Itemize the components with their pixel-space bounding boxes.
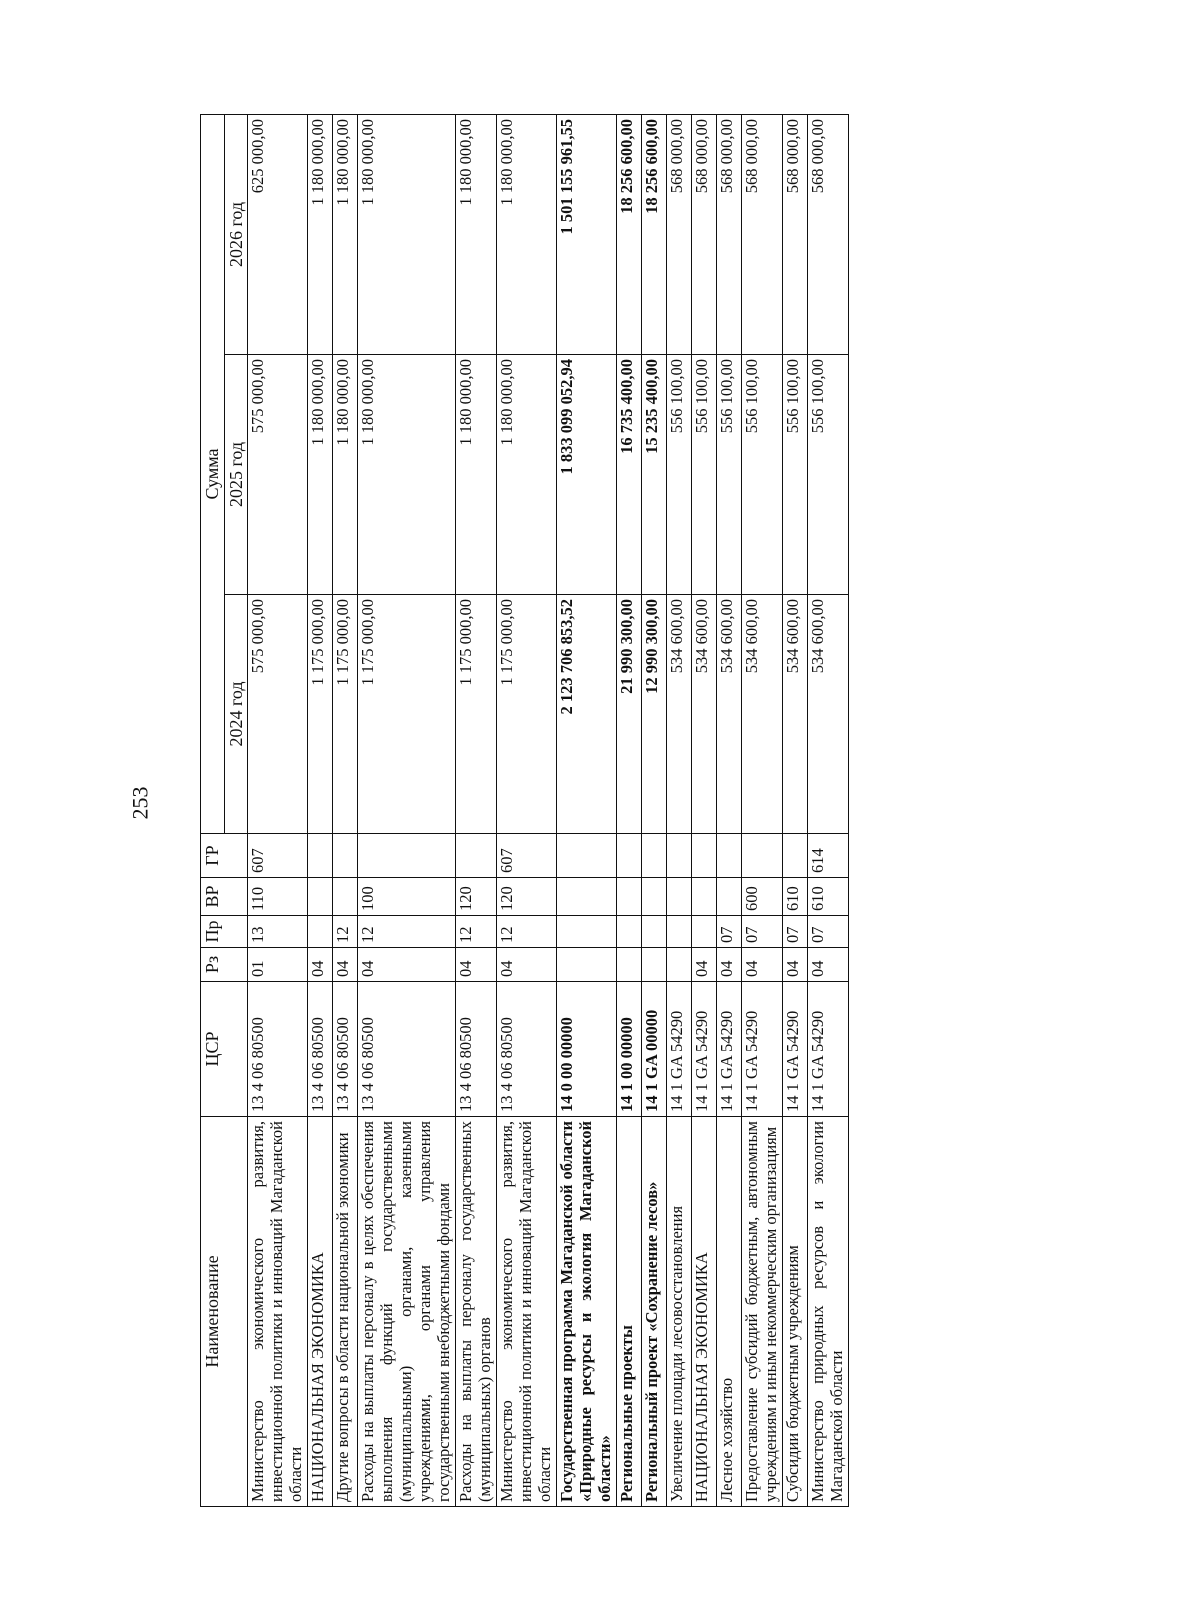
header-name: Наименование: [201, 1117, 248, 1507]
cell-rz: 04: [333, 948, 358, 982]
cell-name: Министерство природных ресурсов и экологии Магаданской области: [807, 1117, 848, 1507]
cell-2024: 1 175 000,00: [497, 595, 557, 834]
cell-vr: [716, 878, 741, 916]
cell-2026: 1 180 000,00: [308, 114, 333, 354]
cell-2026: 1 180 000,00: [497, 114, 557, 354]
cell-2024: 534 600,00: [716, 595, 741, 834]
cell-rz: 01: [248, 948, 308, 982]
cell-name: Государственная программа Магаданской области «Природные ресурсы и экология Магаданской области»: [556, 1117, 616, 1507]
cell-vr: [333, 878, 358, 916]
cell-2026: 568 000,00: [782, 114, 807, 354]
cell-vr: [616, 878, 641, 916]
cell-gr: [333, 834, 358, 878]
cell-2025: 556 100,00: [741, 355, 782, 595]
cell-vr: 610: [782, 878, 807, 916]
cell-gr: [456, 834, 497, 878]
cell-rz: [556, 948, 616, 982]
cell-rz: [666, 948, 691, 982]
cell-2024: 575 000,00: [248, 595, 308, 834]
cell-csr: 14 1 GA 54290: [716, 982, 741, 1117]
cell-vr: [556, 878, 616, 916]
cell-gr: 607: [497, 834, 557, 878]
cell-pr: 13: [248, 916, 308, 948]
cell-2025: 575 000,00: [248, 355, 308, 595]
cell-name: НАЦИОНАЛЬНАЯ ЭКОНОМИКА: [308, 1117, 333, 1507]
cell-rz: 04: [358, 948, 456, 982]
cell-gr: [308, 834, 333, 878]
header-rz: Рз: [201, 948, 248, 982]
cell-pr: 07: [782, 916, 807, 948]
table-row: [782, 114, 807, 1506]
cell-name: Увеличение площади лесовосстановления: [666, 1117, 691, 1507]
cell-2026: 625 000,00: [248, 114, 308, 354]
cell-2026: 1 501 155 961,55: [556, 114, 616, 354]
cell-pr: 07: [741, 916, 782, 948]
table-row: [616, 114, 641, 1506]
cell-csr: 13 4 06 80500: [248, 982, 308, 1117]
table-row: [556, 114, 616, 1506]
cell-name: Министерство экономического развития, инвестиционной политики и инноваций Магаданской области: [497, 1117, 557, 1507]
table-row: [741, 114, 782, 1506]
cell-csr: 14 1 GA 00000: [641, 982, 666, 1117]
cell-2025: 1 180 000,00: [456, 355, 497, 595]
cell-2025: 16 735 400,00: [616, 355, 641, 595]
cell-gr: [641, 834, 666, 878]
cell-gr: 607: [248, 834, 308, 878]
cell-rz: 04: [497, 948, 557, 982]
cell-name: Министерство экономического развития, инвестиционной политики и инноваций Магаданской области: [248, 1117, 308, 1507]
cell-pr: [308, 916, 333, 948]
header-pr: Пр: [201, 916, 248, 948]
cell-2024: 21 990 300,00: [616, 595, 641, 834]
cell-csr: 14 0 00 00000: [556, 982, 616, 1117]
cell-csr: 14 1 GA 54290: [666, 982, 691, 1117]
table-row: [691, 114, 716, 1506]
page-number: 253: [127, 786, 153, 820]
cell-2026: 1 180 000,00: [358, 114, 456, 354]
cell-csr: 13 4 06 80500: [456, 982, 497, 1117]
cell-2024: 534 600,00: [807, 595, 848, 834]
cell-csr: 14 1 GA 54290: [741, 982, 782, 1117]
cell-2025: 1 180 000,00: [497, 355, 557, 595]
cell-rz: 04: [308, 948, 333, 982]
table-row: [308, 114, 333, 1506]
cell-name: Региональные проекты: [616, 1117, 641, 1507]
cell-csr: 14 1 00 00000: [616, 982, 641, 1117]
cell-2024: 534 600,00: [666, 595, 691, 834]
header-year-2025: 2025 год: [224, 355, 248, 595]
cell-gr: [716, 834, 741, 878]
cell-vr: [641, 878, 666, 916]
cell-rz: 04: [741, 948, 782, 982]
header-vr: ВР: [201, 878, 248, 916]
header-csr: ЦСР: [201, 982, 248, 1117]
table-row: [641, 114, 666, 1506]
cell-gr: [782, 834, 807, 878]
cell-name: Региональный проект «Сохранение лесов»: [641, 1117, 666, 1507]
cell-name: Расходы на выплаты персоналу в целях обеспечения выполнения функций государственными (муниципальными) органами, казенными учреждениями, органами управления государственными внебюджетными фондами: [358, 1117, 456, 1507]
cell-2026: 568 000,00: [741, 114, 782, 354]
cell-gr: [616, 834, 641, 878]
cell-2024: 1 175 000,00: [456, 595, 497, 834]
cell-2024: 1 175 000,00: [308, 595, 333, 834]
table-row: [456, 114, 497, 1506]
cell-2026: 1 180 000,00: [456, 114, 497, 354]
table-row: [358, 114, 456, 1506]
cell-vr: 110: [248, 878, 308, 916]
budget-table: [200, 114, 849, 1507]
cell-rz: 04: [456, 948, 497, 982]
cell-2026: 1 180 000,00: [333, 114, 358, 354]
cell-gr: [358, 834, 456, 878]
cell-2025: 556 100,00: [666, 355, 691, 595]
cell-vr: 120: [456, 878, 497, 916]
cell-pr: [666, 916, 691, 948]
cell-pr: [616, 916, 641, 948]
cell-2026: 568 000,00: [807, 114, 848, 354]
cell-2024: 1 175 000,00: [333, 595, 358, 834]
cell-2025: 1 180 000,00: [308, 355, 333, 595]
header-gr: ГР: [201, 834, 248, 878]
cell-2026: 18 256 600,00: [616, 114, 641, 354]
cell-csr: 14 1 GA 54290: [782, 982, 807, 1117]
cell-csr: 13 4 06 80500: [358, 982, 456, 1117]
cell-rz: 04: [782, 948, 807, 982]
cell-gr: [741, 834, 782, 878]
cell-pr: 12: [333, 916, 358, 948]
cell-pr: [691, 916, 716, 948]
cell-csr: 13 4 06 80500: [497, 982, 557, 1117]
cell-pr: 12: [497, 916, 557, 948]
cell-2026: 568 000,00: [666, 114, 691, 354]
cell-rz: 04: [691, 948, 716, 982]
cell-csr: 14 1 GA 54290: [807, 982, 848, 1117]
cell-2024: 1 175 000,00: [358, 595, 456, 834]
cell-2025: 15 235 400,00: [641, 355, 666, 595]
cell-2026: 568 000,00: [691, 114, 716, 354]
cell-gr: [691, 834, 716, 878]
cell-2024: 534 600,00: [741, 595, 782, 834]
cell-name: Предоставление субсидий бюджетным, автономным учреждениям и иным некоммерческим организациям: [741, 1117, 782, 1507]
cell-2026: 568 000,00: [716, 114, 741, 354]
cell-rz: [616, 948, 641, 982]
cell-2025: 556 100,00: [807, 355, 848, 595]
table-row: [497, 114, 557, 1506]
cell-2024: 2 123 706 853,52: [556, 595, 616, 834]
cell-rz: [641, 948, 666, 982]
cell-pr: [556, 916, 616, 948]
cell-vr: [666, 878, 691, 916]
cell-2026: 18 256 600,00: [641, 114, 666, 354]
cell-name: НАЦИОНАЛЬНАЯ ЭКОНОМИКА: [691, 1117, 716, 1507]
cell-gr: [666, 834, 691, 878]
cell-name: Расходы на выплаты персоналу государственных (муниципальных) органов: [456, 1117, 497, 1507]
header-sum: Сумма: [201, 114, 225, 833]
table-row: [807, 114, 848, 1506]
cell-name: Другие вопросы в области национальной экономики: [333, 1117, 358, 1507]
table-row: [248, 114, 308, 1506]
table-body: [248, 114, 848, 1506]
cell-csr: 13 4 06 80500: [333, 982, 358, 1117]
cell-vr: [691, 878, 716, 916]
cell-pr: 07: [716, 916, 741, 948]
header-year-2026: 2026 год: [224, 114, 248, 354]
cell-gr: [556, 834, 616, 878]
cell-csr: 14 1 GA 54290: [691, 982, 716, 1117]
cell-2025: 1 833 099 052,94: [556, 355, 616, 595]
cell-csr: 13 4 06 80500: [308, 982, 333, 1117]
table-header-row: [201, 114, 225, 1506]
header-year-2024: 2024 год: [224, 595, 248, 834]
cell-2025: 1 180 000,00: [358, 355, 456, 595]
cell-name: Субсидии бюджетным учреждениям: [782, 1117, 807, 1507]
cell-vr: [308, 878, 333, 916]
table-row: [666, 114, 691, 1506]
cell-2025: 556 100,00: [691, 355, 716, 595]
table-row: [716, 114, 741, 1506]
cell-name: Лесное хозяйство: [716, 1117, 741, 1507]
cell-rz: 04: [716, 948, 741, 982]
cell-vr: 600: [741, 878, 782, 916]
cell-pr: 12: [456, 916, 497, 948]
cell-2024: 12 990 300,00: [641, 595, 666, 834]
cell-vr: 610: [807, 878, 848, 916]
cell-pr: 12: [358, 916, 456, 948]
cell-2025: 556 100,00: [782, 355, 807, 595]
rotated-budget-table-container: [200, 115, 1000, 1507]
cell-pr: [641, 916, 666, 948]
cell-gr: 614: [807, 834, 848, 878]
cell-vr: 100: [358, 878, 456, 916]
cell-vr: 120: [497, 878, 557, 916]
cell-2025: 556 100,00: [716, 355, 741, 595]
cell-2024: 534 600,00: [782, 595, 807, 834]
cell-pr: 07: [807, 916, 848, 948]
cell-2025: 1 180 000,00: [333, 355, 358, 595]
table-row: [333, 114, 358, 1506]
cell-2024: 534 600,00: [691, 595, 716, 834]
cell-rz: 04: [807, 948, 848, 982]
